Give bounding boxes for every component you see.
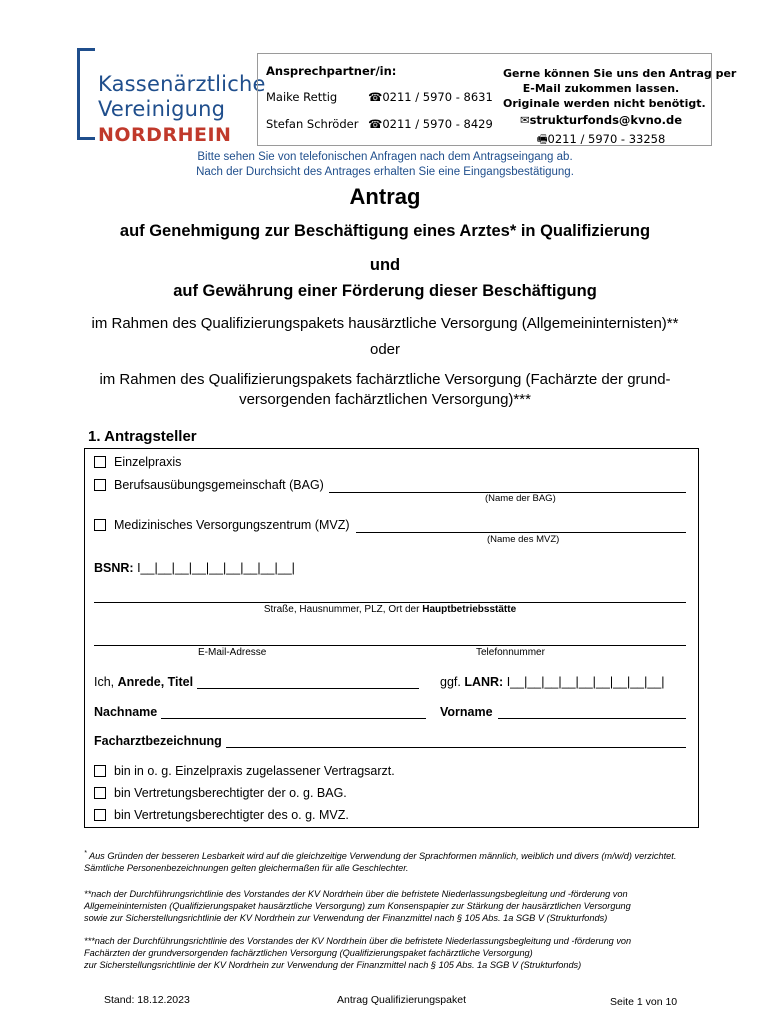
address-caption: Straße, Hausnummer, PLZ, Ort der Hauptbetriebsstätte	[263, 604, 517, 615]
mvz-name-field[interactable]	[356, 532, 686, 533]
einzelpraxis-checkbox[interactable]	[94, 456, 106, 468]
contact-email[interactable]: ✉strukturfonds@kvno.de	[519, 113, 683, 127]
subtitle-genehmigung: auf Genehmigung zur Beschäftigung eines Arztes* in Qualifizierung	[119, 222, 651, 240]
contact-person-phone: ☎0211 / 5970 - 8631	[368, 90, 493, 104]
lanr-mask: I__|__|__|__|__|__|__|__|__|	[506, 675, 665, 689]
logo-line-2: Vereinigung	[98, 97, 226, 121]
footnote-gender: * Aus Gründen der besseren Lesbarkeit wird auf die gleichzeitige Verwendung der Sprachformen männlich, weiblich und divers (m/w/d) verzichtet. Sämtliche Personenbezeichnungen gelten gleichermaßen für alle Geschlechter.	[84, 850, 677, 874]
anrede-field[interactable]	[197, 688, 419, 689]
frame-fachaerztlich-line-2: versorgenden fachärztlichen Versorgung)***	[239, 391, 531, 408]
page-title: Antrag	[349, 184, 421, 209]
frame-fachaerztlich-line-1: im Rahmen des Qualifizierungspakets fachärztliche Versorgung (Fachärzte der grund-	[99, 371, 671, 388]
nachname-field[interactable]	[161, 718, 426, 719]
facharzt-label: Facharztbezeichnung	[94, 734, 222, 748]
contact-person-name: Maike Rettig	[266, 90, 338, 104]
role-bag-checkbox[interactable]	[94, 787, 106, 799]
phone-caption: Telefonnummer	[476, 647, 545, 658]
mail-icon: ✉	[519, 113, 530, 127]
logo-line-1: Kassenärztliche	[98, 72, 266, 96]
role-mvz-checkbox[interactable]	[94, 809, 106, 821]
mvz-name-caption: (Name des MVZ)	[487, 534, 560, 545]
bsnr-field[interactable]	[94, 561, 295, 575]
footnote-hausaerztlich: **nach der Durchführungsrichtlinie des Vorstandes der KV Nordrhein über die befristete Niederlassungsbegleitung und -förderung von Allgemeininternisten (Qualifizierungspaket hausärztliche Versorgung) zum Konsenspapier zur Stärkung der hausärztlichen Versorgung sowie zur Sicherstellungsrichtlinie der KV Nordrhein zur Verwendung der Finanzmittel nach § 105 Abs. 1a SGB V (Strukturfonds)	[84, 889, 631, 923]
contact-person-phone: ☎0211 / 5970 - 8429	[368, 117, 493, 131]
phone-icon: ☎	[368, 90, 383, 104]
contact-person-name: Stefan Schröder	[266, 117, 359, 131]
footer-stand: Stand: 18.12.2023	[104, 994, 190, 1006]
bag-checkbox[interactable]	[94, 479, 106, 491]
email-request-line-2: E-Mail zukommen lassen.	[522, 82, 680, 95]
note-line-1: Bitte sehen Sie von telefonischen Anfragen nach dem Antragseingang ab.	[197, 151, 573, 163]
role-bag-label: bin Vertretungsberechtigter der o. g. BAG.	[114, 786, 347, 800]
frame-oder: oder	[369, 341, 401, 358]
fax-icon: 🖷	[536, 132, 548, 146]
logo-bar-horizontal-top	[77, 48, 95, 51]
vorname-field[interactable]	[498, 718, 686, 719]
lanr-field[interactable]: ggf. LANR: I__|__|__|__|__|__|__|__|__|	[440, 675, 665, 689]
bag-name-caption: (Name der BAG)	[485, 493, 556, 504]
logo-line-3: NORDRHEIN	[98, 124, 232, 146]
email-request-line-1: Gerne können Sie uns den Antrag per	[503, 67, 737, 80]
email-request-line-3: Originale werden nicht benötigt.	[503, 97, 706, 110]
section-title-antragsteller: 1. Antragsteller	[88, 428, 197, 445]
einzelpraxis-label: Einzelpraxis	[114, 455, 182, 469]
note-line-2: Nach der Durchsicht des Antrages erhalten Sie eine Eingangsbestätigung.	[196, 166, 574, 178]
contact-title: Ansprechpartner/in:	[266, 64, 397, 78]
facharzt-field[interactable]	[226, 747, 686, 748]
contact-fax: 🖷0211 / 5970 - 33258	[503, 132, 699, 151]
bsnr-mask: I__|__|__|__|__|__|__|__|__|	[137, 561, 295, 575]
logo-bar-horizontal-bottom	[77, 137, 95, 140]
bsnr-label: BSNR:	[94, 561, 134, 575]
email-caption: E-Mail-Adresse	[198, 647, 267, 658]
bag-label: Berufsausübungsgemeinschaft (BAG)	[114, 478, 324, 492]
footer-page-number: Seite 1 von 10	[610, 996, 678, 1008]
footer-document-name: Antrag Qualifizierungspaket	[337, 994, 466, 1006]
logo-bar-vertical-left	[77, 48, 80, 140]
footnote-fachaerztlich: ***nach der Durchführungsrichtlinie des Vorstandes der KV Nordrhein über die befristete Niederlassungsbegleitung und -förderung von Fachärzten der grundversorgenden fachärztlichen Versorgung (Qualifizierungspaket fachärztliche Versorgung) zur Sicherstellungsrichtlinie der KV Nordrhein zur Verwendung der Finanzmittel nach § 105 Abs. 1a SGB V (Strukturfonds)	[84, 936, 632, 970]
anrede-label: Ich, Anrede, Titel	[94, 675, 194, 689]
address-field[interactable]	[94, 602, 686, 603]
nachname-label: Nachname	[94, 705, 158, 719]
role-einzelpraxis-label: bin in o. g. Einzelpraxis zugelassener Vertragsarzt.	[114, 764, 395, 778]
phone-icon: ☎	[368, 117, 383, 131]
frame-hausaerztlich: im Rahmen des Qualifizierungspakets hausärztliche Versorgung (Allgemeininternisten)**	[91, 315, 679, 332]
role-einzelpraxis-checkbox[interactable]	[94, 765, 106, 777]
mvz-checkbox[interactable]	[94, 519, 106, 531]
subtitle-und: und	[369, 256, 401, 274]
email-phone-field[interactable]	[94, 645, 686, 646]
mvz-label: Medizinisches Versorgungszentrum (MVZ)	[114, 518, 350, 532]
vorname-label: Vorname	[440, 705, 493, 719]
role-mvz-label: bin Vertretungsberechtigter des o. g. MVZ.	[114, 808, 349, 822]
subtitle-foerderung: auf Gewährung einer Förderung dieser Beschäftigung	[173, 282, 597, 300]
